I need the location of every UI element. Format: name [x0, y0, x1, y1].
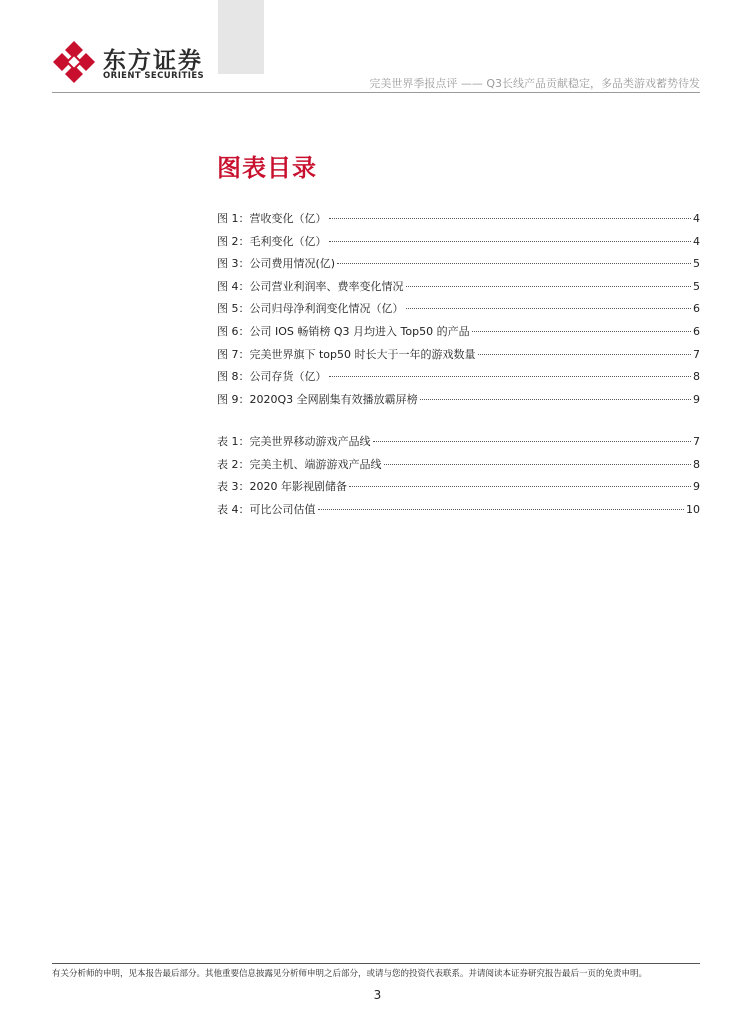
- toc-dot-leader: [337, 263, 691, 264]
- toc-entry-label: 图 5：公司归母净利润变化情况（亿）: [217, 302, 404, 316]
- toc-entry-figure-3[interactable]: [217, 255, 700, 278]
- analyst-disclaimer-notice: 有关分析师的申明，见本报告最后部分。其他重要信息披露见分析师申明之后部分，或请与您的投资代表联系。并请阅读本证券研究报告最后一页的免责申明。: [52, 969, 648, 979]
- toc-entry-label: 图 1：营收变化（亿）: [217, 212, 327, 225]
- figure-list: [217, 210, 700, 413]
- toc-dot-leader: [472, 331, 691, 332]
- toc-dot-leader: [384, 464, 692, 465]
- toc-entry-table-2[interactable]: [217, 456, 700, 479]
- toc-entry-figure-9[interactable]: [217, 391, 700, 414]
- toc-entry-label: 表 2：完美主机、端游游戏产品线: [217, 457, 382, 471]
- toc-entry-figure-2[interactable]: [217, 233, 700, 256]
- toc-entry-table-4[interactable]: [217, 501, 700, 524]
- toc-entry-label: 表 3：2020 年影视剧储备: [217, 480, 347, 494]
- toc-entry-label: 图 3：公司费用情况(亿): [217, 257, 336, 271]
- logo-chinese-name: 东方证券: [103, 48, 203, 74]
- footer-divider: [52, 963, 700, 964]
- toc-entry-label: 图 6：公司 IOS 畅销榜 Q3 月均进入 Top50 的产品: [217, 324, 470, 338]
- toc-dot-leader: [406, 308, 692, 309]
- toc-entry-label: 图 9：2020Q3 全网剧集有效播放霸屏榜: [217, 392, 418, 406]
- report-subtitle: 完美世界季报点评 —— Q3长线产品贡献稳定，多品类游戏蓄势待发: [369, 77, 700, 90]
- toc-dot-leader: [349, 486, 691, 487]
- company-logo: [52, 40, 212, 84]
- logo-english-name: ORIENT SECURITIES: [103, 71, 205, 81]
- toc-entry-page: 6: [693, 324, 700, 338]
- toc-entry-label: 图 8：公司存货（亿）: [217, 370, 327, 384]
- toc-dot-leader: [329, 376, 692, 377]
- toc-entry-label: 图 2：毛利变化（亿）: [217, 234, 327, 248]
- toc-dot-leader: [329, 241, 692, 242]
- toc-entry-table-3[interactable]: [217, 478, 700, 501]
- toc-entry-page: 10: [686, 502, 700, 516]
- toc-dot-leader: [406, 286, 692, 287]
- header-divider: [52, 92, 700, 93]
- toc-dot-leader: [478, 354, 691, 355]
- toc-entry-page: 8: [693, 457, 700, 471]
- toc-entry-page: 5: [693, 257, 700, 271]
- toc-entry-figure-4[interactable]: [217, 278, 700, 301]
- toc-entry-page: 6: [693, 302, 700, 316]
- toc-entry-figure-8[interactable]: [217, 368, 700, 391]
- toc-dot-leader: [373, 441, 692, 442]
- toc-entry-page: 8: [693, 370, 700, 384]
- toc-entry-page: 5: [693, 279, 700, 293]
- toc-dot-leader: [318, 509, 685, 510]
- toc-entry-label: 表 1：完美世界移动游戏产品线: [217, 435, 371, 448]
- orient-securities-logo-icon: [52, 40, 96, 84]
- page-number: 3: [373, 988, 382, 1002]
- toc-entry-page: 7: [693, 435, 700, 448]
- toc-entry-page: 9: [693, 480, 700, 494]
- toc-title: 图表目录: [217, 154, 317, 182]
- toc-dot-leader: [329, 218, 692, 219]
- toc-entry-page: 4: [693, 234, 700, 248]
- toc-entry-page: 7: [693, 347, 700, 361]
- toc-entry-figure-5[interactable]: [217, 300, 700, 323]
- toc-dot-leader: [420, 399, 691, 400]
- toc-entry-figure-6[interactable]: [217, 323, 700, 346]
- table-list: [217, 433, 700, 523]
- toc-entry-label: 表 4：可比公司估值: [217, 502, 316, 516]
- toc-entry-figure-7[interactable]: [217, 346, 700, 369]
- toc-entry-table-1[interactable]: [217, 433, 700, 456]
- header-decor-bar: [218, 0, 264, 74]
- toc-entry-label: 图 4：公司营业利润率、费率变化情况: [217, 279, 404, 293]
- toc-entry-label: 图 7：完美世界旗下 top50 时长大于一年的游戏数量: [217, 347, 476, 361]
- toc-entry-page: 4: [693, 212, 700, 225]
- toc-entry-page: 9: [693, 392, 700, 406]
- toc-entry-figure-1[interactable]: [217, 210, 700, 233]
